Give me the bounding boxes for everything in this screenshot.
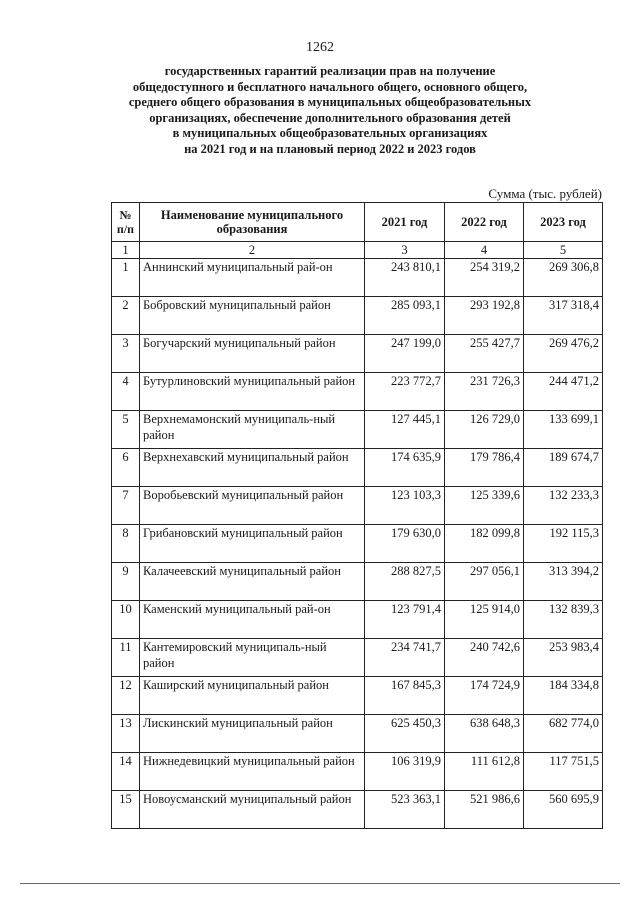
- title-line: среднего общего образования в муниципальных общеобразовательных: [128, 95, 532, 109]
- table-row: [112, 373, 603, 411]
- table-row: [112, 297, 603, 335]
- amount-2021: 523 363,1: [365, 791, 445, 829]
- amount-2021: 234 741,7: [365, 639, 445, 677]
- row-number: 7: [112, 487, 140, 525]
- row-number: 9: [112, 563, 140, 601]
- amount-2022: 111 612,8: [445, 753, 524, 791]
- municipality-name: Богучарский муниципальный район: [140, 335, 365, 373]
- amount-2023: 132 233,3: [524, 487, 603, 525]
- amount-2022: 182 099,8: [445, 525, 524, 563]
- table-row: [112, 563, 603, 601]
- amount-2022: 297 056,1: [445, 563, 524, 601]
- amount-2021: 179 630,0: [365, 525, 445, 563]
- amount-2022: 255 427,7: [445, 335, 524, 373]
- amount-2023: 317 318,4: [524, 297, 603, 335]
- row-number: 12: [112, 677, 140, 715]
- amount-2022: 125 914,0: [445, 601, 524, 639]
- header-2022: 2022 год: [445, 203, 524, 242]
- page-bottom-edge: [20, 883, 620, 884]
- municipality-name: Нижнедевицкий муниципальный район: [140, 753, 365, 791]
- municipality-name: Верхнехавский муниципальный район: [140, 449, 365, 487]
- title-line: организациях, обеспечение дополнительного образования детей: [149, 110, 511, 125]
- row-number: 4: [112, 373, 140, 411]
- amount-2022: 174 724,9: [445, 677, 524, 715]
- title-line: государственных гарантий реализации прав на получение: [164, 64, 496, 78]
- row-number: 5: [112, 411, 140, 449]
- amount-2021: 123 791,4: [365, 601, 445, 639]
- amount-2023: 133 699,1: [524, 411, 603, 449]
- title-line: общедоступного и бесплатного начального общего, основного общего,: [132, 79, 528, 94]
- municipality-name: Аннинский муниципальный рай-он: [140, 259, 365, 297]
- table-row: [112, 715, 603, 753]
- municipality-name: Лискинский муниципальный район: [140, 715, 365, 753]
- row-number: 8: [112, 525, 140, 563]
- column-number: 4: [445, 242, 524, 259]
- table-row: [112, 487, 603, 525]
- title-line: в муниципальных общеобразовательных организациях: [172, 126, 488, 140]
- amount-2023: 189 674,7: [524, 449, 603, 487]
- amount-2021: 243 810,1: [365, 259, 445, 297]
- amount-2021: 123 103,3: [365, 487, 445, 525]
- amount-2022: 293 192,8: [445, 297, 524, 335]
- row-number: 15: [112, 791, 140, 829]
- table-body: [112, 259, 603, 829]
- amount-2023: 682 774,0: [524, 715, 603, 753]
- page-number: 1262: [306, 40, 334, 55]
- amount-2023: 244 471,2: [524, 373, 603, 411]
- municipality-name: Каменский муниципальный рай-он: [140, 601, 365, 639]
- table-row: [112, 335, 603, 373]
- row-number: 1: [112, 259, 140, 297]
- amount-2022: 126 729,0: [445, 411, 524, 449]
- amount-2021: 288 827,5: [365, 563, 445, 601]
- amount-2023: 192 115,3: [524, 525, 603, 563]
- amount-2023: 313 394,2: [524, 563, 603, 601]
- row-number: 3: [112, 335, 140, 373]
- document-title: [100, 64, 560, 157]
- amount-2022: 254 319,2: [445, 259, 524, 297]
- amount-2023: 269 476,2: [524, 335, 603, 373]
- amount-2021: 167 845,3: [365, 677, 445, 715]
- table-header-row: [112, 203, 603, 242]
- municipality-name: Бобровский муниципальный район: [140, 297, 365, 335]
- header-number: № п/п: [112, 203, 140, 242]
- column-number: 2: [140, 242, 365, 259]
- table-row: [112, 525, 603, 563]
- row-number: 13: [112, 715, 140, 753]
- amount-2022: 231 726,3: [445, 373, 524, 411]
- row-number: 10: [112, 601, 140, 639]
- municipality-name: Кантемировский муниципаль-ный район: [140, 639, 365, 677]
- amount-2023: 117 751,5: [524, 753, 603, 791]
- amount-2021: 285 093,1: [365, 297, 445, 335]
- amount-2022: 521 986,6: [445, 791, 524, 829]
- row-number: 14: [112, 753, 140, 791]
- units-label: Сумма (тыс. рублей): [488, 186, 602, 201]
- table-row: [112, 259, 603, 297]
- column-number: 3: [365, 242, 445, 259]
- municipality-name: Грибановский муниципальный район: [140, 525, 365, 563]
- column-number: 5: [524, 242, 603, 259]
- amount-2021: 223 772,7: [365, 373, 445, 411]
- allocation-table: [111, 202, 603, 829]
- table-row: [112, 449, 603, 487]
- municipality-name: Верхнемамонский муниципаль-ный район: [140, 411, 365, 449]
- amount-2022: 125 339,6: [445, 487, 524, 525]
- header-name: Наименование муниципального образования: [140, 203, 365, 242]
- row-number: 2: [112, 297, 140, 335]
- amount-2023: 132 839,3: [524, 601, 603, 639]
- municipality-name: Каширский муниципальный район: [140, 677, 365, 715]
- column-number: 1: [112, 242, 140, 259]
- amount-2021: 174 635,9: [365, 449, 445, 487]
- table-row: [112, 677, 603, 715]
- amount-2021: 106 319,9: [365, 753, 445, 791]
- table-row: [112, 601, 603, 639]
- column-numbers-row: [112, 242, 603, 259]
- amount-2023: 560 695,9: [524, 791, 603, 829]
- header-2023: 2023 год: [524, 203, 603, 242]
- table-row: [112, 791, 603, 829]
- amount-2022: 179 786,4: [445, 449, 524, 487]
- amount-2023: 184 334,8: [524, 677, 603, 715]
- title-line: на 2021 год и на плановый период 2022 и 2023 годов: [184, 141, 476, 156]
- table-row: [112, 411, 603, 449]
- amount-2021: 625 450,3: [365, 715, 445, 753]
- amount-2022: 240 742,6: [445, 639, 524, 677]
- row-number: 11: [112, 639, 140, 677]
- amount-2023: 269 306,8: [524, 259, 603, 297]
- table-row: [112, 639, 603, 677]
- row-number: 6: [112, 449, 140, 487]
- municipality-name: Воробьевский муниципальный район: [140, 487, 365, 525]
- amount-2021: 247 199,0: [365, 335, 445, 373]
- amount-2023: 253 983,4: [524, 639, 603, 677]
- amount-2021: 127 445,1: [365, 411, 445, 449]
- municipality-name: Новоусманский муниципальный район: [140, 791, 365, 829]
- table-row: [112, 753, 603, 791]
- amount-2022: 638 648,3: [445, 715, 524, 753]
- municipality-name: Калачеевский муниципальный район: [140, 563, 365, 601]
- municipality-name: Бутурлиновский муниципальный район: [140, 373, 365, 411]
- header-2021: 2021 год: [365, 203, 445, 242]
